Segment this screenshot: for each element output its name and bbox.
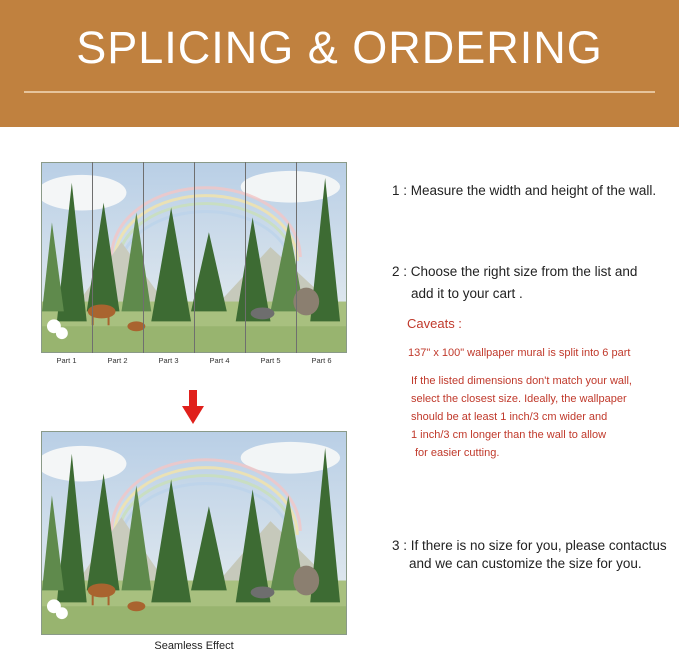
seamless-caption: Seamless Effect (154, 640, 234, 652)
header-banner (0, 0, 679, 127)
forest-illustration (42, 163, 346, 352)
part-label: Part 4 (209, 356, 230, 365)
caveat-line: select the closest size. Ideally, the wallpaper (411, 393, 627, 405)
caveat-line: 1 inch/3 cm longer than the wall to allow (411, 429, 607, 441)
caveat-split-note: 137" x 100" wallpaper mural is split into 6 part (408, 347, 631, 359)
step-2-line-1: 2 : Choose the right size from the list and (392, 264, 638, 279)
part-label: Part 5 (260, 356, 281, 365)
step-2-line-2: add it to your cart . (411, 286, 523, 301)
part-label: Part 1 (56, 356, 77, 365)
step-1-text: 1 : Measure the width and height of the wall. (392, 183, 657, 198)
part-label: Part 6 (311, 356, 332, 365)
caveat-line: should be at least 1 inch/3 cm wider and (411, 411, 608, 423)
caveats-title: Caveats : (407, 316, 462, 331)
part-labels (41, 356, 347, 370)
step-3-line-1: 3 : If there is no size for you, please contactus (392, 538, 667, 553)
banner-title: SPLICING & ORDERING (76, 22, 603, 73)
mural-seamless-image (41, 431, 347, 635)
part-label: Part 3 (158, 356, 179, 365)
step-3-line-2: and we can customize the size for you. (409, 556, 642, 571)
caveat-line: If the listed dimensions don't match your wall, (411, 375, 632, 387)
part-label: Part 2 (107, 356, 128, 365)
mural-split-image (41, 162, 347, 353)
banner-divider (24, 91, 655, 93)
caveat-line: for easier cutting. (415, 447, 500, 459)
forest-illustration (42, 432, 346, 634)
down-arrow-icon (182, 390, 204, 424)
